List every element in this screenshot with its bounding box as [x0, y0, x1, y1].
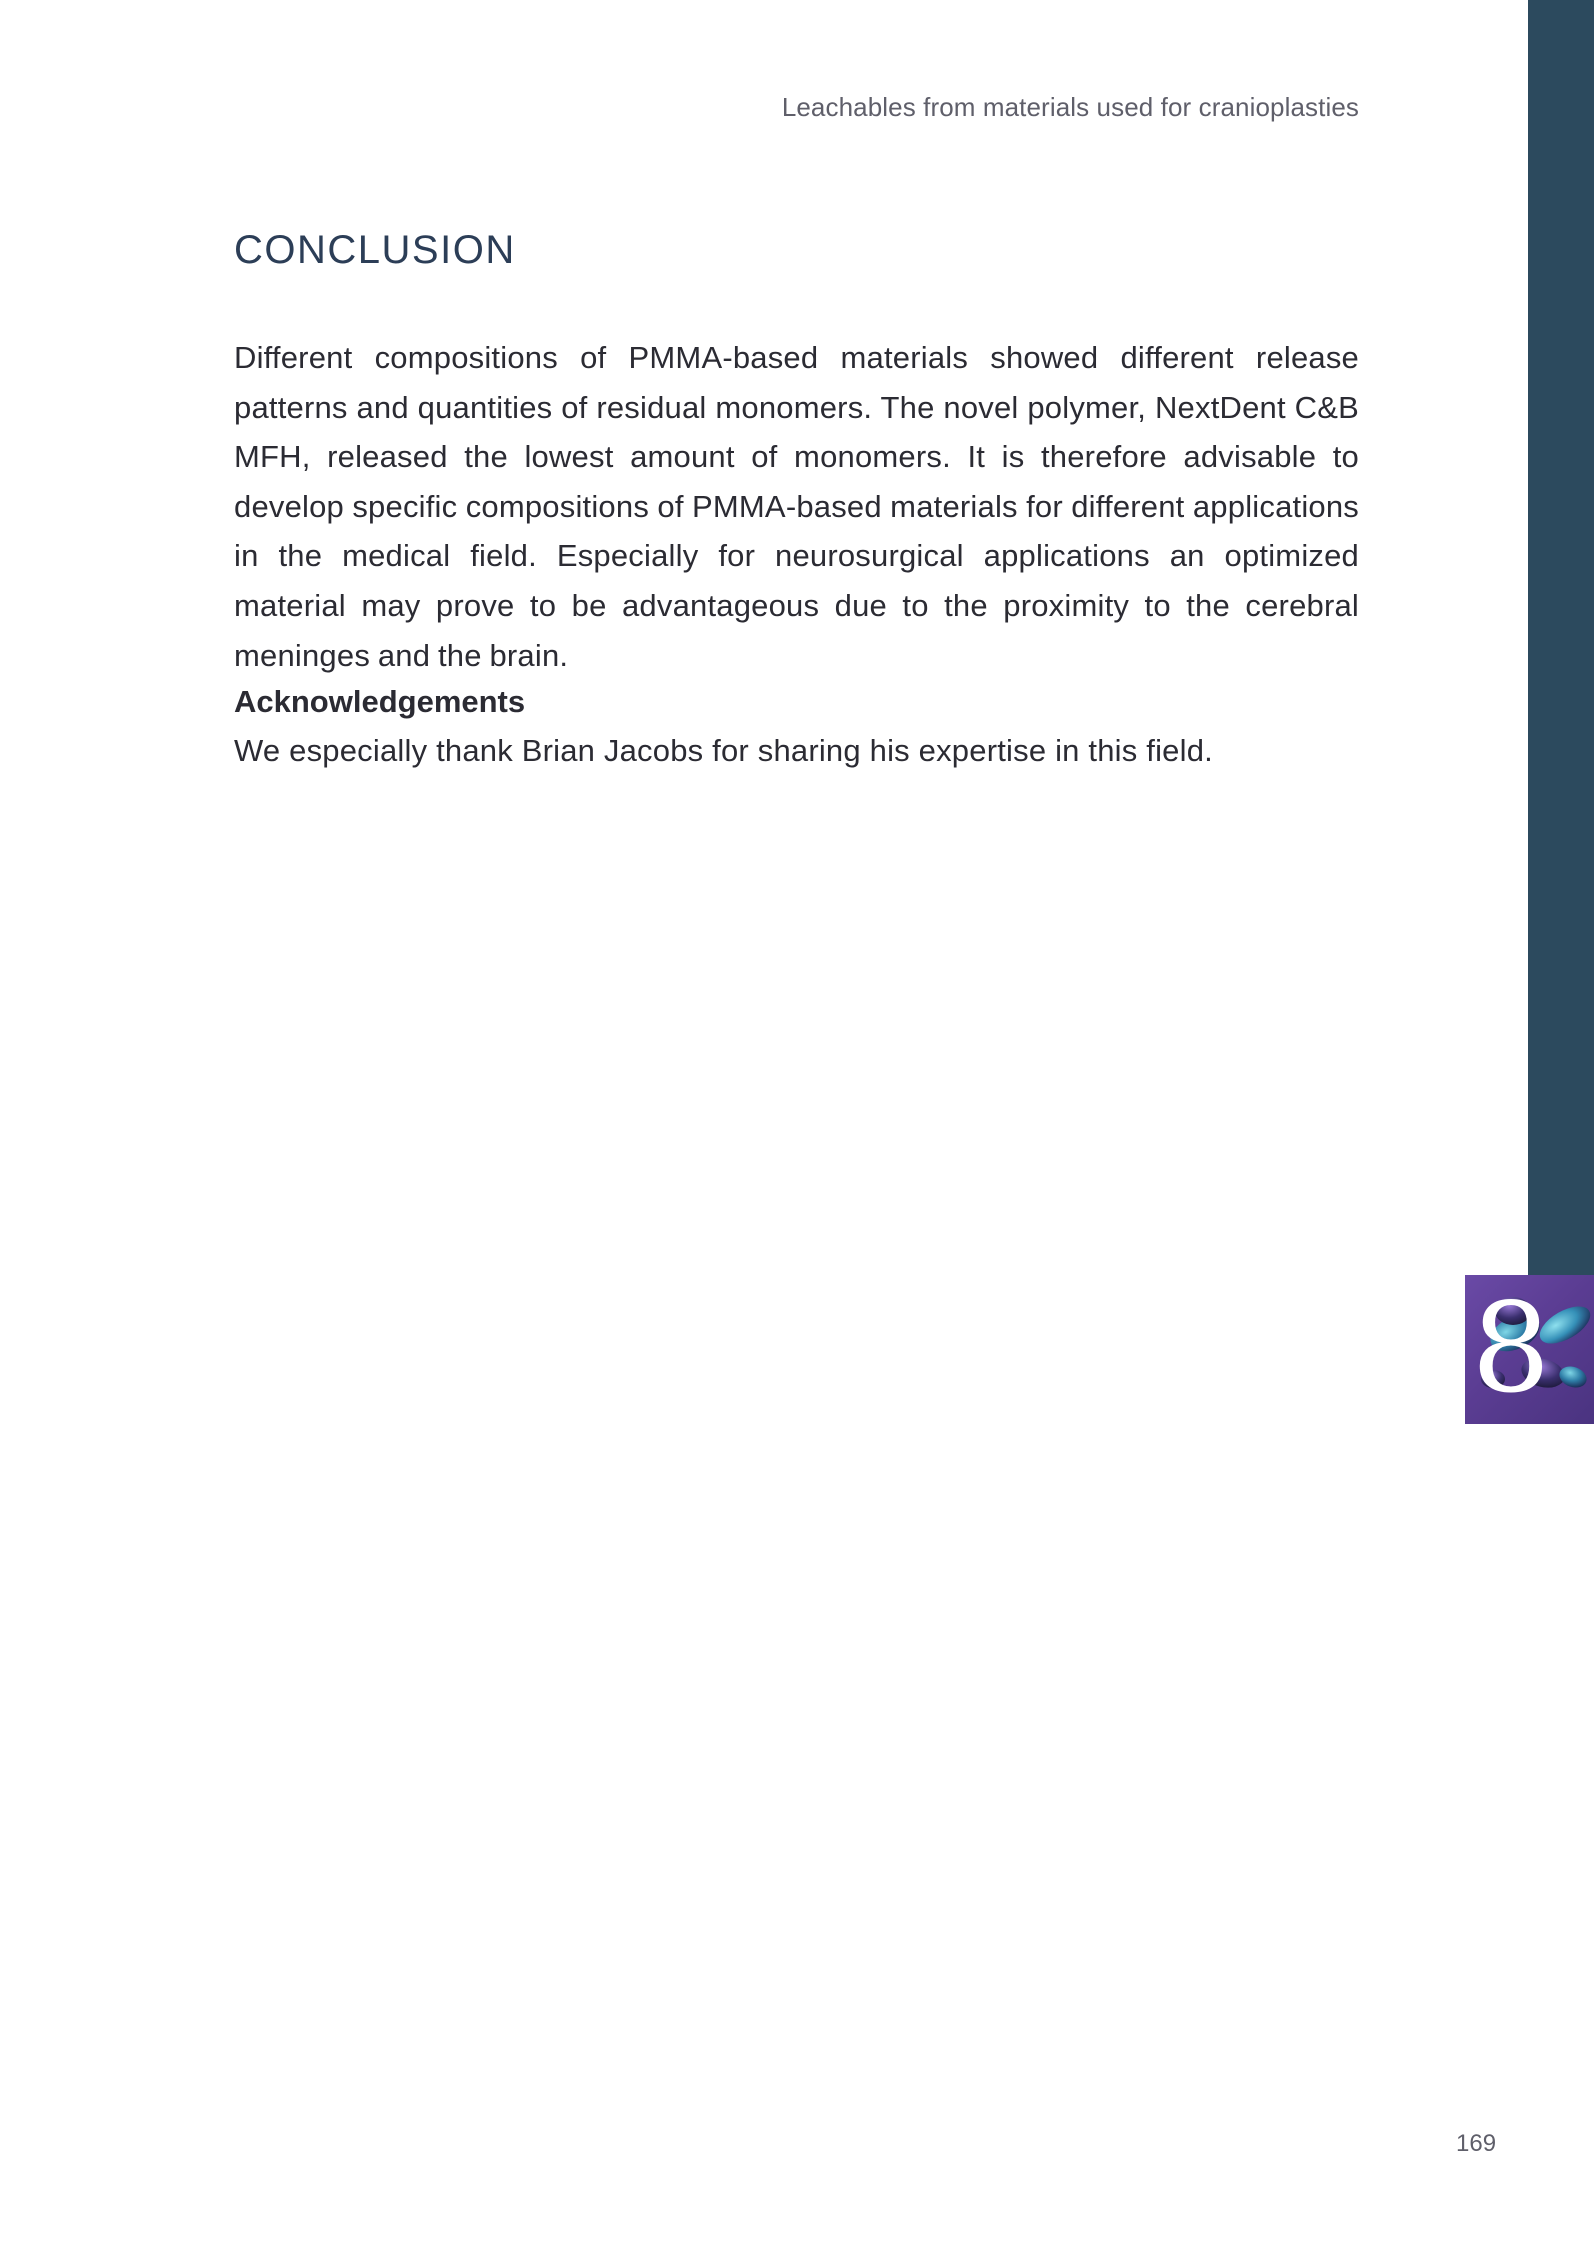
section-title: CONCLUSION [234, 228, 516, 272]
acknowledgements-heading: Acknowledgements [234, 684, 526, 719]
chapter-number: 8 [1471, 1277, 1551, 1421]
running-header: Leachables from materials used for cranioplasties [781, 92, 1359, 122]
page-number: 169 [1456, 2130, 1497, 2157]
acknowledgements-text: We especially thank Brian Jacobs for sharing his expertise in this field. [234, 733, 1213, 768]
chapter-side-bar [1528, 0, 1594, 1275]
conclusion-paragraph: Different compositions of PMMA-based materials showed different release patterns and quantities of residual monomers. The novel polymer, NextDent C&B MFH, released the lowest amount of monomers. It is therefore advisable to develop specific compositions of PMMA-based materials for different applications in the medical field. Especially for neurosurgical applications an optimized material may prove to be advantageous due to the proximity to the cerebral meninges and the brain. [234, 340, 1359, 673]
chapter-tab [1465, 1275, 1594, 1424]
